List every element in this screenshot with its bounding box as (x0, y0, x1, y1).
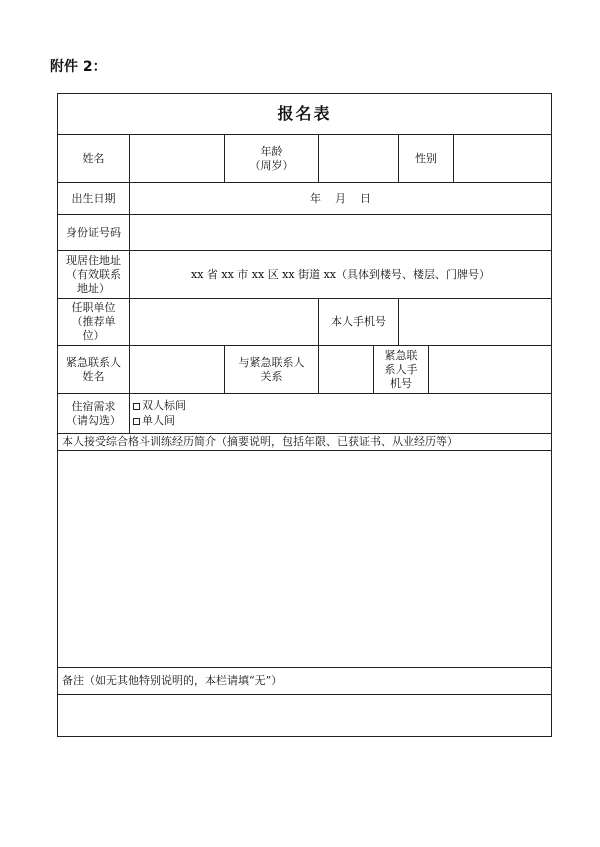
row-id-number (58, 215, 551, 251)
lodging-label (58, 394, 130, 433)
emergency-name-field[interactable] (130, 346, 225, 393)
relation-label-line1: 与紧急联系人 (238, 355, 305, 369)
checkbox-icon[interactable] (133, 418, 140, 425)
remarks-field[interactable] (58, 695, 551, 738)
row-name-age-gender (58, 135, 551, 183)
emergency-name-label (58, 346, 130, 393)
form-title: 报名表 (58, 94, 551, 135)
emergency-name-label-line2: 姓名 (82, 369, 105, 383)
name-label: 姓名 (58, 135, 130, 182)
emergency-phone-label-line2: 系人手 (384, 362, 418, 376)
birth-date-field[interactable]: 年 月 日 (310, 191, 371, 205)
address-label-line2: （有效联系 (66, 267, 121, 281)
lodging-options (130, 394, 551, 433)
employer-label (58, 299, 130, 345)
emergency-phone-label-line1: 紧急联 (384, 348, 418, 362)
row-emergency-contact (58, 346, 551, 394)
name-field[interactable] (130, 135, 225, 182)
remarks-label: 备注（如无其他特别说明的，本栏请填“无”） (58, 668, 551, 695)
age-label-text: 年龄 (260, 144, 283, 158)
emergency-phone-label (374, 346, 429, 393)
phone-label: 本人手机号 (319, 299, 399, 345)
emergency-name-label-line1: 紧急联系人 (66, 355, 121, 369)
gender-label: 性别 (399, 135, 454, 182)
id-number-field[interactable] (130, 215, 551, 250)
registration-form (57, 93, 552, 737)
row-address (58, 251, 551, 299)
lodging-option-double[interactable] (133, 399, 186, 414)
lodging-label-line1: 住宿需求 (71, 399, 116, 413)
relation-label-line2: 关系 (260, 369, 283, 383)
employer-label-line2: （推荐单 (71, 315, 116, 328)
relation-label (225, 346, 319, 393)
address-field[interactable]: xx 省 xx 市 xx 区 xx 街道 xx（具体到楼号、楼层、门牌号） (190, 267, 490, 281)
experience-label: 本人接受综合格斗训练经历简介（摘要说明，包括年限、已获证书、从业经历等） (58, 434, 551, 451)
lodging-option-single[interactable] (133, 414, 175, 429)
age-label-sub: （周岁） (249, 158, 294, 172)
age-label (225, 135, 319, 182)
emergency-phone-field[interactable] (429, 346, 551, 393)
lodging-label-line2: （请勾选） (66, 413, 121, 427)
phone-field[interactable] (399, 299, 551, 345)
experience-field[interactable] (58, 451, 551, 668)
lodging-option-single-label: 单人间 (142, 414, 175, 427)
address-label-line1: 现居住地址 (66, 253, 121, 267)
row-birth-date (58, 183, 551, 215)
gender-field[interactable] (454, 135, 551, 182)
checkbox-icon[interactable] (133, 403, 140, 410)
employer-label-line1: 任职单位 (71, 301, 116, 314)
age-field[interactable] (319, 135, 399, 182)
row-employer-phone (58, 299, 551, 346)
id-number-label: 身份证号码 (58, 215, 130, 250)
lodging-option-double-label: 双人标间 (142, 399, 186, 412)
row-lodging (58, 394, 551, 434)
employer-label-line3: 位） (82, 329, 105, 342)
attachment-label: 附件 2： (50, 59, 107, 75)
address-label (58, 251, 130, 298)
address-label-line3: 地址） (77, 281, 110, 295)
emergency-phone-label-line3: 机号 (390, 376, 412, 390)
employer-field[interactable] (130, 299, 319, 345)
relation-field[interactable] (319, 346, 374, 393)
birth-date-label: 出生日期 (58, 183, 130, 214)
